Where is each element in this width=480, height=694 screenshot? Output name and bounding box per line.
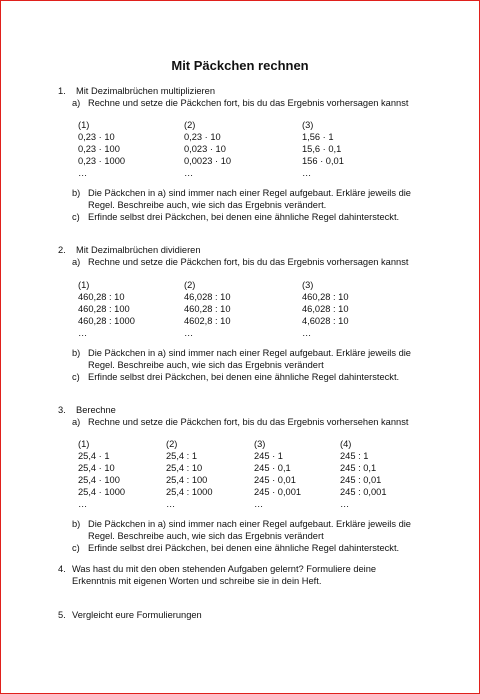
task-3-heading: Berechne: [76, 405, 116, 415]
task-2-a-text: Rechne und setze die Päckchen fort, bis du das Ergebnis vorhersagen kannst: [88, 257, 409, 267]
task-2-c-label: c): [72, 372, 80, 382]
task-3-a-label: a): [72, 417, 81, 427]
task-5-number: 5.: [58, 610, 66, 620]
task-2-number: 2.: [58, 245, 66, 255]
task-5-text: Vergleicht eure Formulierungen: [72, 610, 202, 620]
task-2-col-1-head: (1): [78, 280, 90, 290]
task-4-number: 4.: [58, 564, 66, 574]
task-1-col-2-head: (2): [184, 120, 196, 130]
task-2-col-3-head: (3): [302, 280, 314, 290]
task-1-col-3-row: 15,6 · 0,1: [302, 144, 342, 154]
task-3-col-1-row: …: [78, 499, 88, 509]
task-1-col-2-row: 0,23 · 10: [184, 132, 221, 142]
task-1-number: 1.: [58, 86, 66, 96]
task-2-col-3-row: 4,6028 : 10: [302, 316, 349, 326]
task-3-col-2-row: 25,4 : 100: [166, 475, 208, 485]
task-3-a-text: Rechne und setze die Päckchen fort, bis du das Ergebnis vorhersehen kannst: [88, 417, 409, 427]
task-2-col-3-row: …: [302, 328, 312, 338]
task-2-col-1-row: 460,28 : 100: [78, 304, 130, 314]
task-3-col-3-head: (3): [254, 439, 266, 449]
task-2-b-line-2: Regel. Beschreibe auch, wie sich das Ergebnis verändert: [88, 360, 324, 370]
task-3-col-3-row: 245 · 0,01: [254, 475, 296, 485]
task-1-col-3-row: 1,56 · 1: [302, 132, 334, 142]
task-2-col-2-row: 4602,8 : 10: [184, 316, 231, 326]
task-1-col-3-head: (3): [302, 120, 314, 130]
task-3-col-4-head: (4): [340, 439, 352, 449]
task-1-col-2-row: …: [184, 168, 194, 178]
task-3-col-3-row: 245 · 0,001: [254, 487, 302, 497]
task-1-b-line-2: Regel. Beschreibe auch, wie sich das Ergebnis verändert.: [88, 200, 327, 210]
task-1-heading: Mit Dezimalbrüchen multiplizieren: [76, 86, 215, 96]
task-3-b-line-1: Die Päckchen in a) sind immer nach einer Regel aufgebaut. Erkläre jeweils die: [88, 519, 411, 529]
task-1-col-1-head: (1): [78, 120, 90, 130]
task-1-col-1-row: 0,23 · 100: [78, 144, 120, 154]
task-1-col-1-row: 0,23 · 10: [78, 132, 115, 142]
task-3-col-3-row: 245 · 0,1: [254, 463, 291, 473]
task-1-col-3-row: …: [302, 168, 312, 178]
task-3-b-label: b): [72, 519, 81, 529]
task-1-b-line-1: Die Päckchen in a) sind immer nach einer Regel aufgebaut. Erkläre jeweils die: [88, 188, 411, 198]
page-title: Mit Päckchen rechnen: [171, 58, 309, 73]
task-2-b-label: b): [72, 348, 81, 358]
task-1-col-3-row: 156 · 0,01: [302, 156, 344, 166]
task-1-c-label: c): [72, 212, 80, 222]
task-2-col-2-row: 46,028 : 10: [184, 292, 231, 302]
task-1-col-2-row: 0,023 · 10: [184, 144, 226, 154]
task-3-col-3-row: …: [254, 499, 264, 509]
task-4-line-2: Erkenntnis mit eigenen Worten und schreibe sie in dein Heft.: [72, 576, 322, 586]
task-3-col-1-head: (1): [78, 439, 90, 449]
task-3-col-3-row: 245 · 1: [254, 451, 283, 461]
task-1-a-text: Rechne und setze die Päckchen fort, bis du das Ergebnis vorhersagen kannst: [88, 98, 409, 108]
task-3-col-2-head: (2): [166, 439, 178, 449]
task-3-col-4-row: 245 : 0,001: [340, 487, 387, 497]
task-3-col-1-row: 25,4 · 1000: [78, 487, 126, 497]
task-2-c-text: Erfinde selbst drei Päckchen, bei denen eine ähnliche Regel dahintersteckt.: [88, 372, 400, 382]
task-1-col-2-row: 0,0023 · 10: [184, 156, 232, 166]
task-2-col-1-row: 460,28 : 1000: [78, 316, 135, 326]
task-3-col-4-row: 245 : 1: [340, 451, 369, 461]
task-3-col-2-row: 25,4 : 1000: [166, 487, 213, 497]
task-2-col-3-row: 460,28 : 10: [302, 292, 349, 302]
task-3-col-4-row: 245 : 0,01: [340, 475, 382, 485]
task-3-c-text: Erfinde selbst drei Päckchen, bei denen eine ähnliche Regel dahintersteckt.: [88, 543, 400, 553]
task-4-line-1: Was hast du mit den oben stehenden Aufgaben gelernt? Formuliere deine: [72, 564, 377, 574]
task-3-col-2-row: 25,4 : 1: [166, 451, 198, 461]
task-2-col-2-head: (2): [184, 280, 196, 290]
task-3-col-1-row: 25,4 · 10: [78, 463, 115, 473]
task-1-col-1-row: 0,23 · 1000: [78, 156, 126, 166]
task-3-col-4-row: …: [340, 499, 350, 509]
task-1-c-text: Erfinde selbst drei Päckchen, bei denen eine ähnliche Regel dahintersteckt.: [88, 212, 400, 222]
task-3-c-label: c): [72, 543, 80, 553]
task-2-a-label: a): [72, 257, 81, 267]
task-2-col-1-row: 460,28 : 10: [78, 292, 125, 302]
task-2-col-2-row: …: [184, 328, 194, 338]
task-3-number: 3.: [58, 405, 66, 415]
task-1-b-label: b): [72, 188, 81, 198]
task-2-b-line-1: Die Päckchen in a) sind immer nach einer Regel aufgebaut. Erkläre jeweils die: [88, 348, 411, 358]
task-3-col-4-row: 245 : 0,1: [340, 463, 377, 473]
task-2-col-2-row: 460,28 : 10: [184, 304, 231, 314]
task-3-col-1-row: 25,4 · 1: [78, 451, 110, 461]
task-1-col-1-row: …: [78, 168, 88, 178]
task-2-heading: Mit Dezimalbrüchen dividieren: [76, 245, 201, 255]
task-3-b-line-2: Regel. Beschreibe auch, wie sich das Ergebnis verändert: [88, 531, 324, 541]
task-1-a-label: a): [72, 98, 81, 108]
task-2-col-1-row: …: [78, 328, 88, 338]
task-3-col-1-row: 25,4 · 100: [78, 475, 120, 485]
task-3-col-2-row: …: [166, 499, 176, 509]
task-2-col-3-row: 46,028 : 10: [302, 304, 349, 314]
task-3-col-2-row: 25,4 : 10: [166, 463, 203, 473]
